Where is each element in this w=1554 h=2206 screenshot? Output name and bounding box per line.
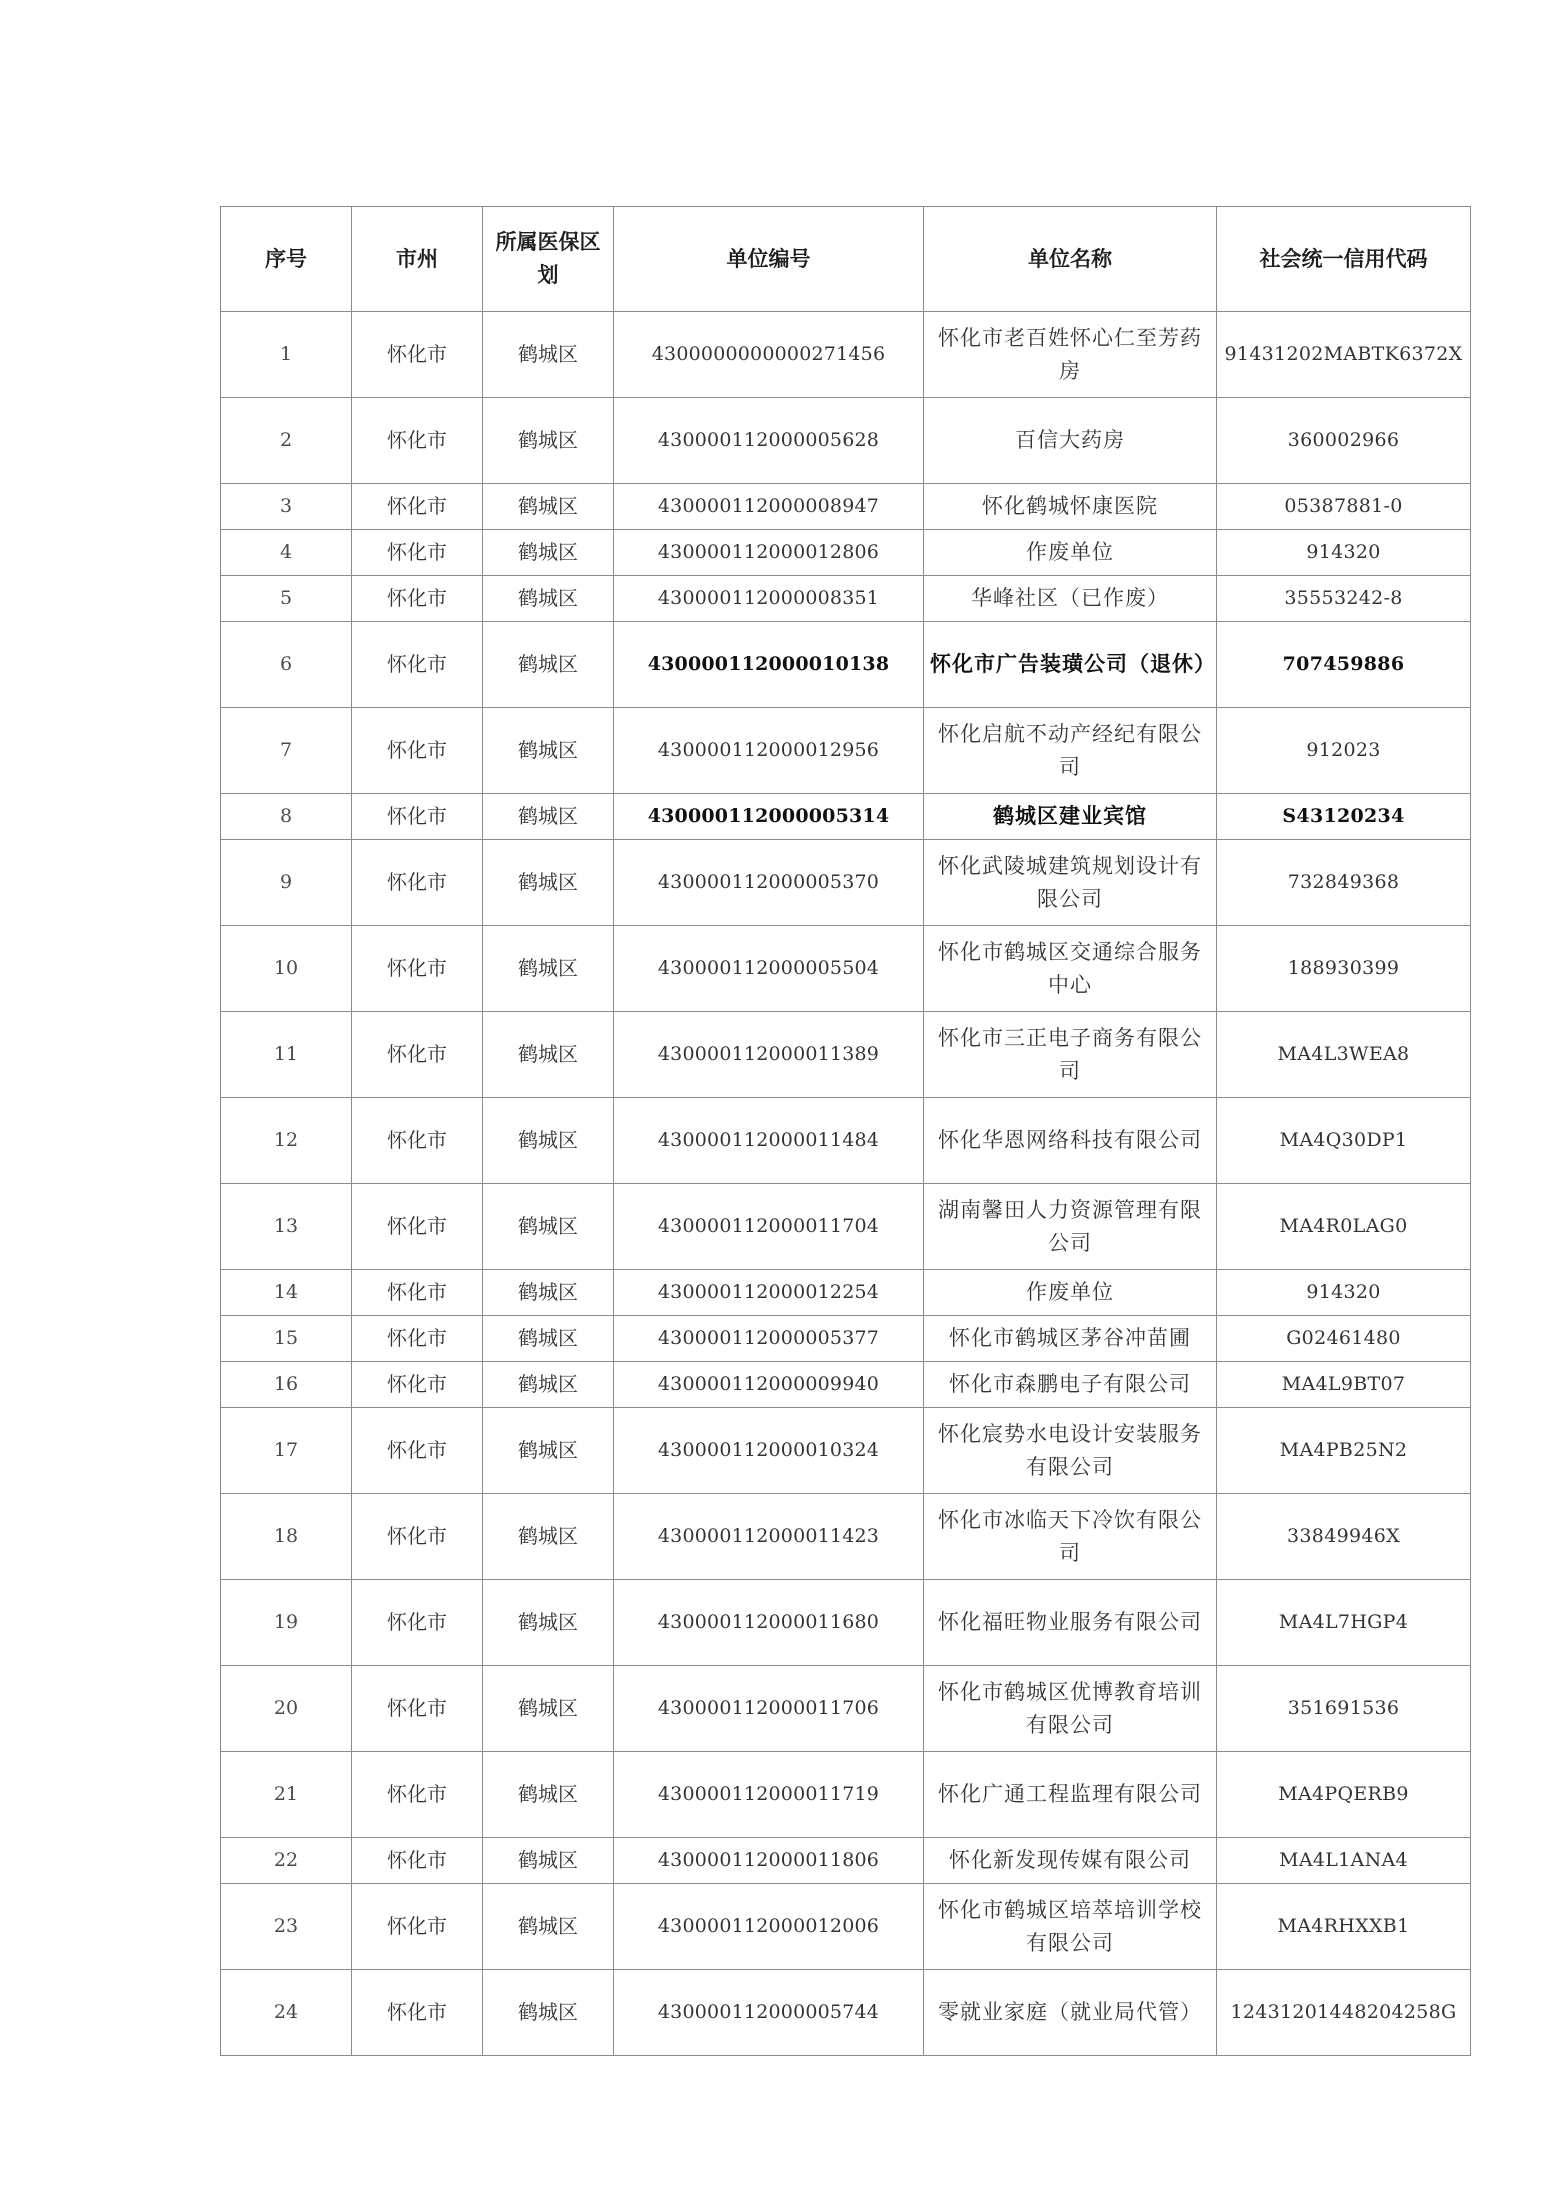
cell-unit-code: 430000112000011719 (614, 1752, 924, 1838)
table-row (221, 622, 1471, 708)
cell-district: 鹤城区 (483, 484, 614, 530)
cell-credit-code: 732849368 (1217, 840, 1471, 926)
cell-city: 怀化市 (352, 1012, 483, 1098)
cell-city: 怀化市 (352, 1838, 483, 1884)
cell-unit-name: 怀化武陵城建筑规划设计有限公司 (924, 840, 1217, 926)
cell-unit-name: 鹤城区建业宾馆 (924, 794, 1217, 840)
cell-city: 怀化市 (352, 708, 483, 794)
cell-district: 鹤城区 (483, 1666, 614, 1752)
cell-seq: 19 (221, 1580, 352, 1666)
table-row (221, 840, 1471, 926)
cell-unit-name: 怀化市鹤城区交通综合服务中心 (924, 926, 1217, 1012)
cell-unit-name: 怀化市老百姓怀心仁至芳药房 (924, 312, 1217, 398)
cell-city: 怀化市 (352, 1752, 483, 1838)
cell-seq: 24 (221, 1970, 352, 2056)
cell-district: 鹤城区 (483, 622, 614, 708)
cell-city: 怀化市 (352, 1408, 483, 1494)
cell-seq: 20 (221, 1666, 352, 1752)
cell-seq: 16 (221, 1362, 352, 1408)
cell-credit-code: 360002966 (1217, 398, 1471, 484)
header-unit-code: 单位编号 (614, 207, 924, 312)
table-row (221, 398, 1471, 484)
cell-unit-code: 430000112000011806 (614, 1838, 924, 1884)
table-row (221, 1408, 1471, 1494)
cell-credit-code: 914320 (1217, 530, 1471, 576)
header-unit-name: 单位名称 (924, 207, 1217, 312)
cell-credit-code: 707459886 (1217, 622, 1471, 708)
cell-unit-code: 430000112000008351 (614, 576, 924, 622)
cell-credit-code: S43120234 (1217, 794, 1471, 840)
cell-city: 怀化市 (352, 1316, 483, 1362)
header-row (221, 207, 1471, 312)
cell-credit-code: 912023 (1217, 708, 1471, 794)
cell-city: 怀化市 (352, 1362, 483, 1408)
unit-table-wrapper (220, 206, 1471, 2056)
cell-unit-code: 430000112000012956 (614, 708, 924, 794)
cell-credit-code: MA4PB25N2 (1217, 1408, 1471, 1494)
cell-credit-code: 33849946X (1217, 1494, 1471, 1580)
cell-district: 鹤城区 (483, 840, 614, 926)
cell-unit-code: 430000112000005370 (614, 840, 924, 926)
cell-unit-code: 430000112000011389 (614, 1012, 924, 1098)
cell-city: 怀化市 (352, 622, 483, 708)
cell-unit-code: 430000112000010138 (614, 622, 924, 708)
cell-credit-code: 05387881-0 (1217, 484, 1471, 530)
cell-district: 鹤城区 (483, 708, 614, 794)
cell-unit-code: 430000112000005504 (614, 926, 924, 1012)
cell-unit-code: 4300000000000271456 (614, 312, 924, 398)
cell-credit-code: MA4R0LAG0 (1217, 1184, 1471, 1270)
table-row (221, 1316, 1471, 1362)
header-seq: 序号 (221, 207, 352, 312)
table-row (221, 1970, 1471, 2056)
cell-district: 鹤城区 (483, 794, 614, 840)
unit-table (220, 206, 1471, 2056)
table-body (221, 312, 1471, 2056)
cell-unit-name: 怀化新发现传媒有限公司 (924, 1838, 1217, 1884)
cell-credit-code: MA4RHXXB1 (1217, 1884, 1471, 1970)
cell-district: 鹤城区 (483, 1970, 614, 2056)
table-row (221, 926, 1471, 1012)
cell-district: 鹤城区 (483, 1884, 614, 1970)
cell-district: 鹤城区 (483, 926, 614, 1012)
cell-district: 鹤城区 (483, 1184, 614, 1270)
table-row (221, 1838, 1471, 1884)
cell-seq: 3 (221, 484, 352, 530)
cell-credit-code: 351691536 (1217, 1666, 1471, 1752)
cell-city: 怀化市 (352, 1098, 483, 1184)
table-row (221, 530, 1471, 576)
cell-seq: 5 (221, 576, 352, 622)
cell-unit-name: 怀化启航不动产经纪有限公司 (924, 708, 1217, 794)
cell-credit-code: MA4L9BT07 (1217, 1362, 1471, 1408)
cell-city: 怀化市 (352, 1666, 483, 1752)
cell-district: 鹤城区 (483, 1494, 614, 1580)
table-row (221, 312, 1471, 398)
cell-unit-name: 怀化华恩网络科技有限公司 (924, 1098, 1217, 1184)
cell-unit-code: 430000112000011680 (614, 1580, 924, 1666)
cell-seq: 9 (221, 840, 352, 926)
cell-seq: 13 (221, 1184, 352, 1270)
cell-district: 鹤城区 (483, 1838, 614, 1884)
cell-unit-name: 怀化鹤城怀康医院 (924, 484, 1217, 530)
cell-district: 鹤城区 (483, 398, 614, 484)
cell-credit-code: 91431202MABTK6372X (1217, 312, 1471, 398)
cell-city: 怀化市 (352, 1270, 483, 1316)
table-row (221, 1098, 1471, 1184)
cell-unit-name: 怀化广通工程监理有限公司 (924, 1752, 1217, 1838)
cell-seq: 12 (221, 1098, 352, 1184)
cell-unit-name: 华峰社区（已作废） (924, 576, 1217, 622)
table-row (221, 1580, 1471, 1666)
cell-seq: 7 (221, 708, 352, 794)
cell-city: 怀化市 (352, 840, 483, 926)
cell-unit-name: 怀化市鹤城区培萃培训学校有限公司 (924, 1884, 1217, 1970)
cell-unit-code: 430000112000011706 (614, 1666, 924, 1752)
cell-seq: 23 (221, 1884, 352, 1970)
table-row (221, 1666, 1471, 1752)
cell-unit-code: 430000112000011423 (614, 1494, 924, 1580)
cell-district: 鹤城区 (483, 530, 614, 576)
cell-seq: 21 (221, 1752, 352, 1838)
cell-unit-name: 怀化市森鹏电子有限公司 (924, 1362, 1217, 1408)
cell-seq: 10 (221, 926, 352, 1012)
cell-unit-code: 430000112000005314 (614, 794, 924, 840)
cell-district: 鹤城区 (483, 1752, 614, 1838)
cell-district: 鹤城区 (483, 312, 614, 398)
cell-unit-name: 怀化市广告装璜公司（退休） (924, 622, 1217, 708)
cell-district: 鹤城区 (483, 1362, 614, 1408)
cell-city: 怀化市 (352, 530, 483, 576)
cell-unit-code: 430000112000012806 (614, 530, 924, 576)
cell-unit-code: 430000112000011704 (614, 1184, 924, 1270)
cell-seq: 8 (221, 794, 352, 840)
cell-seq: 11 (221, 1012, 352, 1098)
cell-city: 怀化市 (352, 312, 483, 398)
cell-district: 鹤城区 (483, 1012, 614, 1098)
cell-credit-code: 914320 (1217, 1270, 1471, 1316)
cell-credit-code: MA4Q30DP1 (1217, 1098, 1471, 1184)
cell-seq: 4 (221, 530, 352, 576)
cell-city: 怀化市 (352, 484, 483, 530)
cell-unit-code: 430000112000009940 (614, 1362, 924, 1408)
cell-district: 鹤城区 (483, 1316, 614, 1362)
table-row (221, 484, 1471, 530)
cell-seq: 6 (221, 622, 352, 708)
cell-unit-code: 430000112000005744 (614, 1970, 924, 2056)
cell-unit-code: 430000112000012006 (614, 1884, 924, 1970)
table-row (221, 1270, 1471, 1316)
cell-unit-name: 怀化市三正电子商务有限公司 (924, 1012, 1217, 1098)
cell-credit-code: 12431201448204258G (1217, 1970, 1471, 2056)
cell-unit-code: 430000112000005377 (614, 1316, 924, 1362)
cell-credit-code: MA4PQERB9 (1217, 1752, 1471, 1838)
cell-unit-name: 零就业家庭（就业局代管） (924, 1970, 1217, 2056)
cell-credit-code: MA4L1ANA4 (1217, 1838, 1471, 1884)
cell-district: 鹤城区 (483, 1270, 614, 1316)
cell-city: 怀化市 (352, 1580, 483, 1666)
cell-unit-name: 作废单位 (924, 530, 1217, 576)
cell-seq: 17 (221, 1408, 352, 1494)
cell-unit-code: 430000112000005628 (614, 398, 924, 484)
cell-district: 鹤城区 (483, 1408, 614, 1494)
cell-city: 怀化市 (352, 398, 483, 484)
table-row (221, 1184, 1471, 1270)
cell-credit-code: MA4L3WEA8 (1217, 1012, 1471, 1098)
cell-city: 怀化市 (352, 1184, 483, 1270)
cell-unit-name: 作废单位 (924, 1270, 1217, 1316)
cell-credit-code: 35553242-8 (1217, 576, 1471, 622)
table-header (221, 207, 1471, 312)
cell-city: 怀化市 (352, 926, 483, 1012)
cell-city: 怀化市 (352, 1884, 483, 1970)
cell-unit-name: 怀化福旺物业服务有限公司 (924, 1580, 1217, 1666)
cell-unit-code: 430000112000010324 (614, 1408, 924, 1494)
cell-unit-code: 430000112000008947 (614, 484, 924, 530)
cell-city: 怀化市 (352, 1494, 483, 1580)
cell-credit-code: G02461480 (1217, 1316, 1471, 1362)
table-row (221, 794, 1471, 840)
header-city: 市州 (352, 207, 483, 312)
cell-city: 怀化市 (352, 794, 483, 840)
cell-unit-name: 百信大药房 (924, 398, 1217, 484)
cell-unit-name: 怀化宸势水电设计安装服务有限公司 (924, 1408, 1217, 1494)
cell-unit-name: 怀化市鹤城区茅谷冲苗圃 (924, 1316, 1217, 1362)
cell-district: 鹤城区 (483, 1580, 614, 1666)
cell-unit-name: 湖南馨田人力资源管理有限公司 (924, 1184, 1217, 1270)
cell-unit-name: 怀化市冰临天下冷饮有限公司 (924, 1494, 1217, 1580)
cell-credit-code: 188930399 (1217, 926, 1471, 1012)
cell-district: 鹤城区 (483, 1098, 614, 1184)
table-row (221, 1362, 1471, 1408)
cell-unit-code: 430000112000012254 (614, 1270, 924, 1316)
cell-city: 怀化市 (352, 1970, 483, 2056)
cell-district: 鹤城区 (483, 576, 614, 622)
header-district: 所属医保区划 (483, 207, 614, 312)
table-row (221, 576, 1471, 622)
table-row (221, 1884, 1471, 1970)
header-credit-code: 社会统一信用代码 (1217, 207, 1471, 312)
cell-seq: 22 (221, 1838, 352, 1884)
cell-credit-code: MA4L7HGP4 (1217, 1580, 1471, 1666)
table-row (221, 1752, 1471, 1838)
cell-unit-code: 430000112000011484 (614, 1098, 924, 1184)
cell-seq: 2 (221, 398, 352, 484)
cell-unit-name: 怀化市鹤城区优博教育培训有限公司 (924, 1666, 1217, 1752)
table-row (221, 708, 1471, 794)
cell-seq: 14 (221, 1270, 352, 1316)
table-row (221, 1012, 1471, 1098)
cell-seq: 18 (221, 1494, 352, 1580)
cell-seq: 15 (221, 1316, 352, 1362)
table-row (221, 1494, 1471, 1580)
cell-city: 怀化市 (352, 576, 483, 622)
cell-seq: 1 (221, 312, 352, 398)
